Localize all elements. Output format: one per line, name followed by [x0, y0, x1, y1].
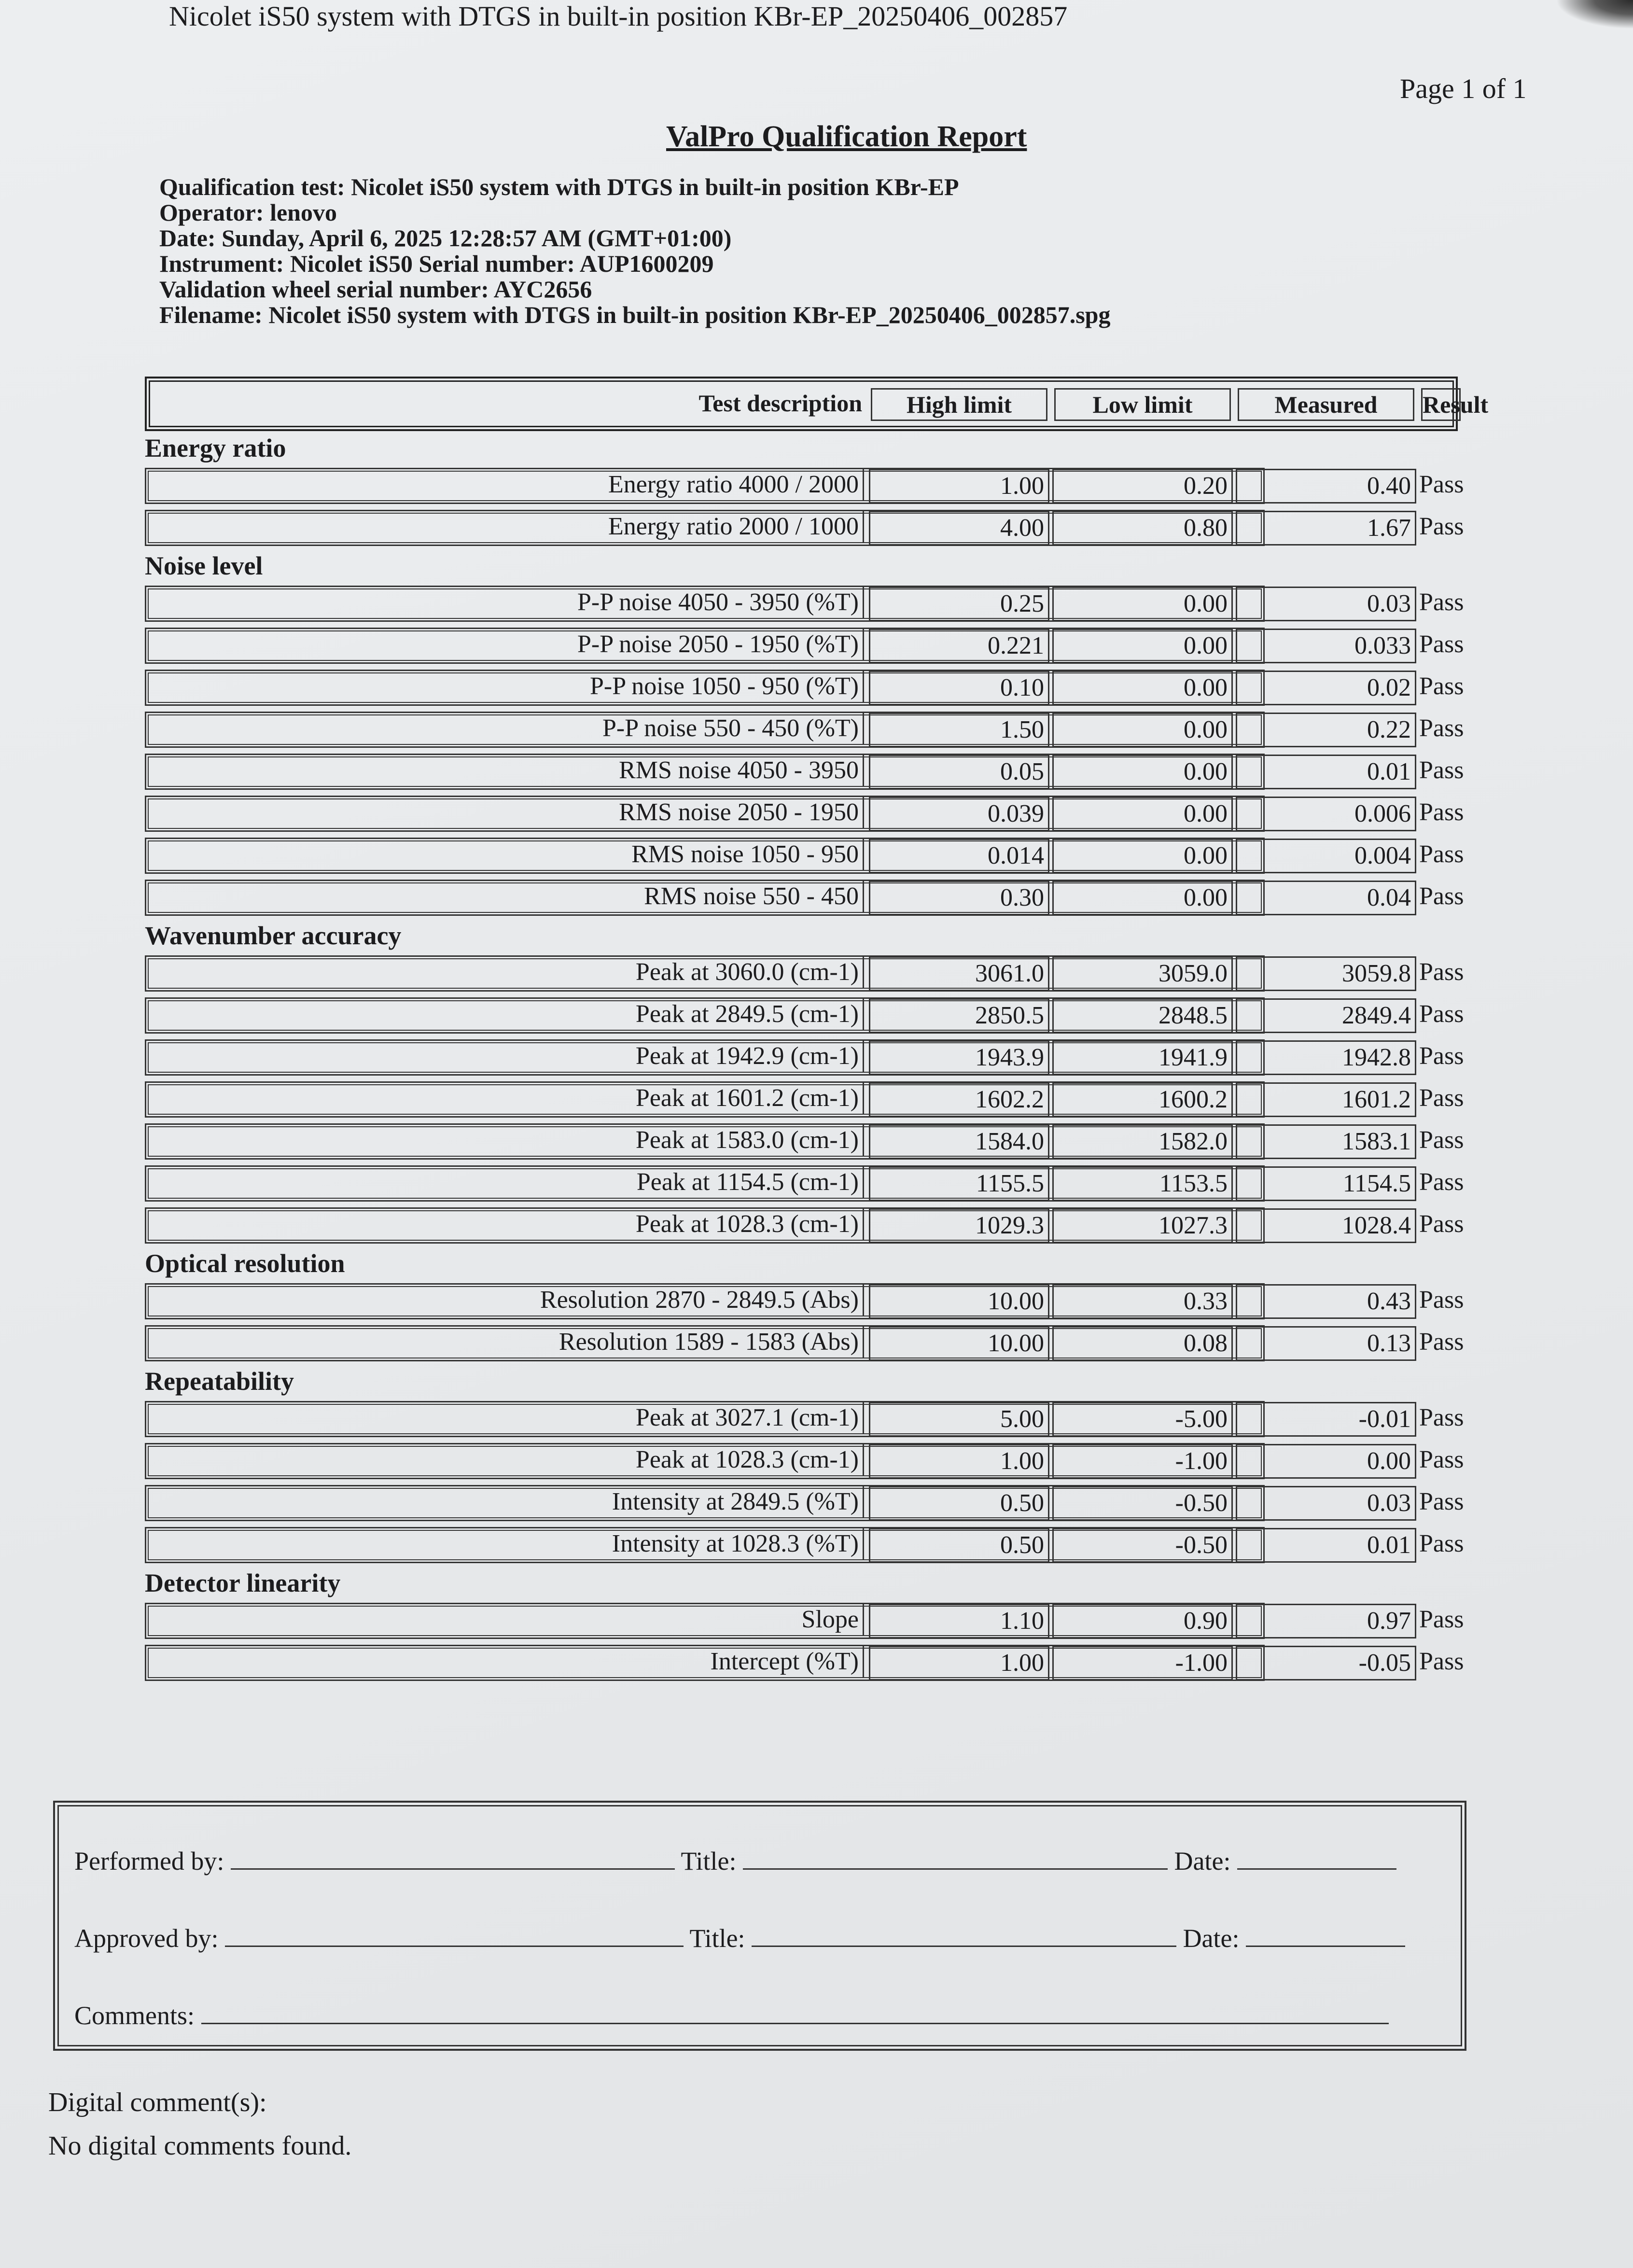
test-description-cell: Peak at 1601.2 (cm-1) — [159, 1082, 864, 1114]
performed-by-line[interactable] — [231, 1849, 675, 1870]
measured-cell: 2849.4 — [1236, 998, 1416, 1033]
high-limit-cell: 1155.5 — [869, 1166, 1049, 1201]
high-limit-cell: 2850.5 — [869, 998, 1049, 1033]
test-description-cell: Intensity at 1028.3 (%T) — [159, 1528, 864, 1560]
measured-cell: 1028.4 — [1236, 1208, 1416, 1243]
measured-cell: 0.22 — [1236, 713, 1416, 747]
high-limit-cell: 1.00 — [869, 1444, 1049, 1479]
measured-cell: 3059.8 — [1236, 956, 1416, 991]
high-limit-cell: 1.10 — [869, 1604, 1049, 1638]
measured-cell: 0.004 — [1236, 839, 1416, 873]
section-heading: Noise level — [145, 551, 263, 580]
table-row — [145, 583, 1464, 625]
page-number: Page 1 of 1 — [1400, 73, 1527, 104]
test-description-cell: RMS noise 550 - 450 — [159, 881, 864, 912]
result-cell: Pass — [1419, 630, 1464, 658]
measured-cell: 1583.1 — [1236, 1124, 1416, 1159]
test-description-cell: Peak at 1028.3 (cm-1) — [159, 1444, 864, 1476]
measured-cell: 0.13 — [1236, 1326, 1416, 1361]
measured-cell: 0.033 — [1236, 629, 1416, 663]
measured-cell: -0.05 — [1236, 1646, 1416, 1680]
measured-cell: 1154.5 — [1236, 1166, 1416, 1201]
low-limit-cell: 2848.5 — [1052, 998, 1233, 1033]
wheel-serial: Validation wheel serial number: AYC2656 — [159, 276, 592, 303]
table-row — [145, 877, 1464, 919]
test-description-cell: Resolution 2870 - 2849.5 (Abs) — [159, 1284, 864, 1316]
section-heading: Energy ratio — [145, 434, 286, 462]
test-description-cell: RMS noise 4050 - 3950 — [159, 755, 864, 786]
low-limit-cell: 0.90 — [1052, 1604, 1233, 1638]
low-limit-cell: 0.20 — [1052, 469, 1233, 504]
result-cell: Pass — [1419, 1530, 1464, 1557]
approved-title-label: Title: — [689, 1924, 745, 1953]
table-row — [145, 1440, 1464, 1482]
table-row — [145, 1322, 1464, 1364]
test-description-cell: Resolution 1589 - 1583 (Abs) — [159, 1326, 864, 1358]
table-header — [145, 377, 1489, 431]
instrument: Instrument: Nicolet iS50 Serial number: AUP1600209 — [159, 250, 714, 277]
low-limit-cell: 1600.2 — [1052, 1082, 1233, 1117]
table-row — [145, 625, 1464, 667]
low-limit-cell: 1941.9 — [1052, 1040, 1233, 1075]
high-limit-cell: 0.25 — [869, 587, 1049, 621]
table-row — [145, 1036, 1464, 1078]
test-description-cell: RMS noise 2050 - 1950 — [159, 797, 864, 828]
result-cell: Pass — [1419, 1446, 1464, 1473]
measured-cell: 1.67 — [1236, 511, 1416, 546]
table-row — [145, 465, 1464, 507]
test-description-cell: Peak at 1583.0 (cm-1) — [159, 1124, 864, 1156]
table-row — [145, 1078, 1464, 1120]
table-row — [145, 667, 1464, 709]
table-row — [145, 1642, 1464, 1684]
test-description-cell: P-P noise 2050 - 1950 (%T) — [159, 629, 864, 660]
test-description-cell: Peak at 3060.0 (cm-1) — [159, 956, 864, 988]
table-row — [145, 1120, 1464, 1162]
result-cell: Pass — [1419, 672, 1464, 700]
test-description-cell: Peak at 2849.5 (cm-1) — [159, 998, 864, 1030]
low-limit-cell: 0.00 — [1052, 797, 1233, 831]
low-limit-cell: -5.00 — [1052, 1402, 1233, 1437]
low-limit-cell: 1153.5 — [1052, 1166, 1233, 1201]
table-row — [145, 1524, 1464, 1566]
section-heading: Repeatability — [145, 1367, 294, 1396]
section-heading: Detector linearity — [145, 1568, 341, 1597]
table-row — [145, 994, 1464, 1036]
low-limit-cell: -0.50 — [1052, 1528, 1233, 1563]
high-limit-cell: 4.00 — [869, 511, 1049, 546]
result-cell: Pass — [1419, 1168, 1464, 1196]
result-cell: Pass — [1419, 1126, 1464, 1154]
high-limit-cell: 0.30 — [869, 881, 1049, 915]
table-row — [145, 1398, 1464, 1440]
result-cell: Pass — [1419, 1404, 1464, 1431]
result-cell: Pass — [1419, 588, 1464, 616]
result-cell: Pass — [1419, 958, 1464, 986]
result-cell: Pass — [1419, 1606, 1464, 1633]
table-row — [145, 1600, 1464, 1642]
table-row — [145, 1204, 1464, 1246]
column-test-description: Test description — [698, 390, 862, 417]
performed-by-label: Performed by: — [74, 1847, 224, 1876]
high-limit-cell: 3061.0 — [869, 956, 1049, 991]
result-cell: Pass — [1419, 714, 1464, 742]
result-cell: Pass — [1419, 1210, 1464, 1238]
measured-cell: 0.006 — [1236, 797, 1416, 831]
measured-cell: 1942.8 — [1236, 1040, 1416, 1075]
result-cell: Pass — [1419, 1488, 1464, 1515]
high-limit-cell: 1029.3 — [869, 1208, 1049, 1243]
approved-by-row — [74, 1923, 1405, 1953]
low-limit-cell: 3059.0 — [1052, 956, 1233, 991]
test-description-cell: P-P noise 4050 - 3950 (%T) — [159, 587, 864, 618]
table-row — [145, 793, 1464, 835]
test-description-cell: Peak at 1028.3 (cm-1) — [159, 1208, 864, 1240]
result-cell: Pass — [1419, 1042, 1464, 1070]
digital-comments-label: Digital comment(s): — [48, 2087, 267, 2117]
result-cell: Pass — [1419, 1286, 1464, 1314]
result-cell: Pass — [1419, 513, 1464, 540]
result-cell: Pass — [1419, 840, 1464, 868]
results-table — [145, 377, 1489, 1684]
approved-date-label: Date: — [1183, 1924, 1240, 1953]
test-description-cell: Slope — [159, 1604, 864, 1636]
section-heading: Wavenumber accuracy — [145, 921, 402, 950]
comments-label: Comments: — [74, 2001, 195, 2030]
test-description-cell: P-P noise 1050 - 950 (%T) — [159, 671, 864, 702]
result-cell: Pass — [1419, 882, 1464, 910]
performed-title-label: Title: — [681, 1847, 737, 1876]
low-limit-cell: 0.33 — [1052, 1284, 1233, 1319]
signoff-box — [53, 1801, 1466, 2051]
high-limit-cell: 0.50 — [869, 1528, 1049, 1563]
high-limit-cell: 1584.0 — [869, 1124, 1049, 1159]
approved-by-line[interactable] — [225, 1926, 684, 1947]
table-row — [145, 835, 1464, 877]
measured-cell: 0.97 — [1236, 1604, 1416, 1638]
table-row — [145, 1280, 1464, 1322]
test-description-cell: Energy ratio 2000 / 1000 — [159, 511, 864, 543]
report-metadata — [159, 167, 1110, 336]
test-description-cell: P-P noise 550 - 450 (%T) — [159, 713, 864, 744]
high-limit-cell: 5.00 — [869, 1402, 1049, 1437]
low-limit-cell: -0.50 — [1052, 1486, 1233, 1521]
performed-title-line[interactable] — [743, 1849, 1168, 1870]
measured-cell: 0.43 — [1236, 1284, 1416, 1319]
comments-row — [74, 2001, 1389, 2030]
low-limit-cell: 0.00 — [1052, 587, 1233, 621]
result-cell: Pass — [1419, 1648, 1464, 1675]
approved-title-line[interactable] — [752, 1926, 1176, 1947]
measured-cell: 0.02 — [1236, 671, 1416, 705]
column-high-limit: High limit — [871, 388, 1047, 421]
high-limit-cell: 1943.9 — [869, 1040, 1049, 1075]
high-limit-cell: 0.05 — [869, 755, 1049, 789]
report-date: Date: Sunday, April 6, 2025 12:28:57 AM (GMT+01:00) — [159, 224, 732, 252]
high-limit-cell: 0.039 — [869, 797, 1049, 831]
footer — [48, 2081, 351, 2168]
result-cell: Pass — [1419, 1084, 1464, 1112]
high-limit-cell: 0.221 — [869, 629, 1049, 663]
high-limit-cell: 1.00 — [869, 469, 1049, 504]
operator: Operator: lenovo — [159, 199, 337, 226]
test-description-cell: Intensity at 2849.5 (%T) — [159, 1486, 864, 1518]
measured-cell: 0.00 — [1236, 1444, 1416, 1479]
low-limit-cell: -1.00 — [1052, 1444, 1233, 1479]
high-limit-cell: 1602.2 — [869, 1082, 1049, 1117]
measured-cell: 0.40 — [1236, 469, 1416, 504]
measured-cell: 0.04 — [1236, 881, 1416, 915]
section-heading: Optical resolution — [145, 1249, 345, 1278]
high-limit-cell: 0.50 — [869, 1486, 1049, 1521]
test-description-cell: Peak at 3027.1 (cm-1) — [159, 1402, 864, 1434]
low-limit-cell: 0.00 — [1052, 713, 1233, 747]
test-description-cell: RMS noise 1050 - 950 — [159, 839, 864, 870]
table-row — [145, 507, 1464, 549]
table-row — [145, 1482, 1464, 1524]
document-header: Nicolet iS50 system with DTGS in built-in position KBr-EP_20250406_002857 — [169, 0, 1068, 32]
result-cell: Pass — [1419, 756, 1464, 784]
comments-line[interactable] — [201, 2003, 1389, 2024]
high-limit-cell: 1.00 — [869, 1646, 1049, 1680]
high-limit-cell: 10.00 — [869, 1284, 1049, 1319]
approved-date-line[interactable] — [1246, 1926, 1405, 1947]
measured-cell: 1601.2 — [1236, 1082, 1416, 1117]
qualification-test: Qualification test: Nicolet iS50 system with DTGS in built-in position KBr-EP — [159, 173, 959, 200]
low-limit-cell: 0.00 — [1052, 755, 1233, 789]
low-limit-cell: 0.00 — [1052, 629, 1233, 663]
page-corner-shadow — [1556, 0, 1633, 29]
high-limit-cell: 1.50 — [869, 713, 1049, 747]
test-description-cell: Peak at 1154.5 (cm-1) — [159, 1166, 864, 1198]
test-description-cell: Energy ratio 4000 / 2000 — [159, 469, 864, 501]
test-description-cell: Peak at 1942.9 (cm-1) — [159, 1040, 864, 1072]
column-result: Result — [1421, 388, 1461, 421]
measured-cell: 0.03 — [1236, 587, 1416, 621]
low-limit-cell: 1027.3 — [1052, 1208, 1233, 1243]
performed-date-label: Date: — [1174, 1847, 1231, 1876]
low-limit-cell: 0.80 — [1052, 511, 1233, 546]
table-row — [145, 709, 1464, 751]
report-title: ValPro Qualification Report — [666, 120, 1027, 153]
column-low-limit: Low limit — [1054, 388, 1231, 421]
result-cell: Pass — [1419, 798, 1464, 826]
approved-by-label: Approved by: — [74, 1924, 219, 1953]
measured-cell: 0.03 — [1236, 1486, 1416, 1521]
no-digital-comments: No digital comments found. — [48, 2131, 352, 2161]
low-limit-cell: 0.00 — [1052, 671, 1233, 705]
low-limit-cell: 0.00 — [1052, 881, 1233, 915]
low-limit-cell: 0.00 — [1052, 839, 1233, 873]
low-limit-cell: 0.08 — [1052, 1326, 1233, 1361]
table-row — [145, 1162, 1464, 1204]
result-cell: Pass — [1419, 471, 1464, 498]
test-description-cell: Intercept (%T) — [159, 1646, 864, 1678]
performed-date-line[interactable] — [1237, 1849, 1396, 1870]
column-measured: Measured — [1238, 388, 1414, 421]
result-cell: Pass — [1419, 1328, 1464, 1356]
table-row — [145, 751, 1464, 793]
table-row — [145, 952, 1464, 994]
result-cell: Pass — [1419, 1000, 1464, 1028]
low-limit-cell: 1582.0 — [1052, 1124, 1233, 1159]
high-limit-cell: 10.00 — [869, 1326, 1049, 1361]
performed-by-row — [74, 1846, 1396, 1876]
measured-cell: 0.01 — [1236, 1528, 1416, 1563]
high-limit-cell: 0.014 — [869, 839, 1049, 873]
measured-cell: -0.01 — [1236, 1402, 1416, 1437]
filename: Filename: Nicolet iS50 system with DTGS in built-in position KBr-EP_20250406_002857.spg — [159, 301, 1111, 328]
measured-cell: 0.01 — [1236, 755, 1416, 789]
low-limit-cell: -1.00 — [1052, 1646, 1233, 1680]
high-limit-cell: 0.10 — [869, 671, 1049, 705]
